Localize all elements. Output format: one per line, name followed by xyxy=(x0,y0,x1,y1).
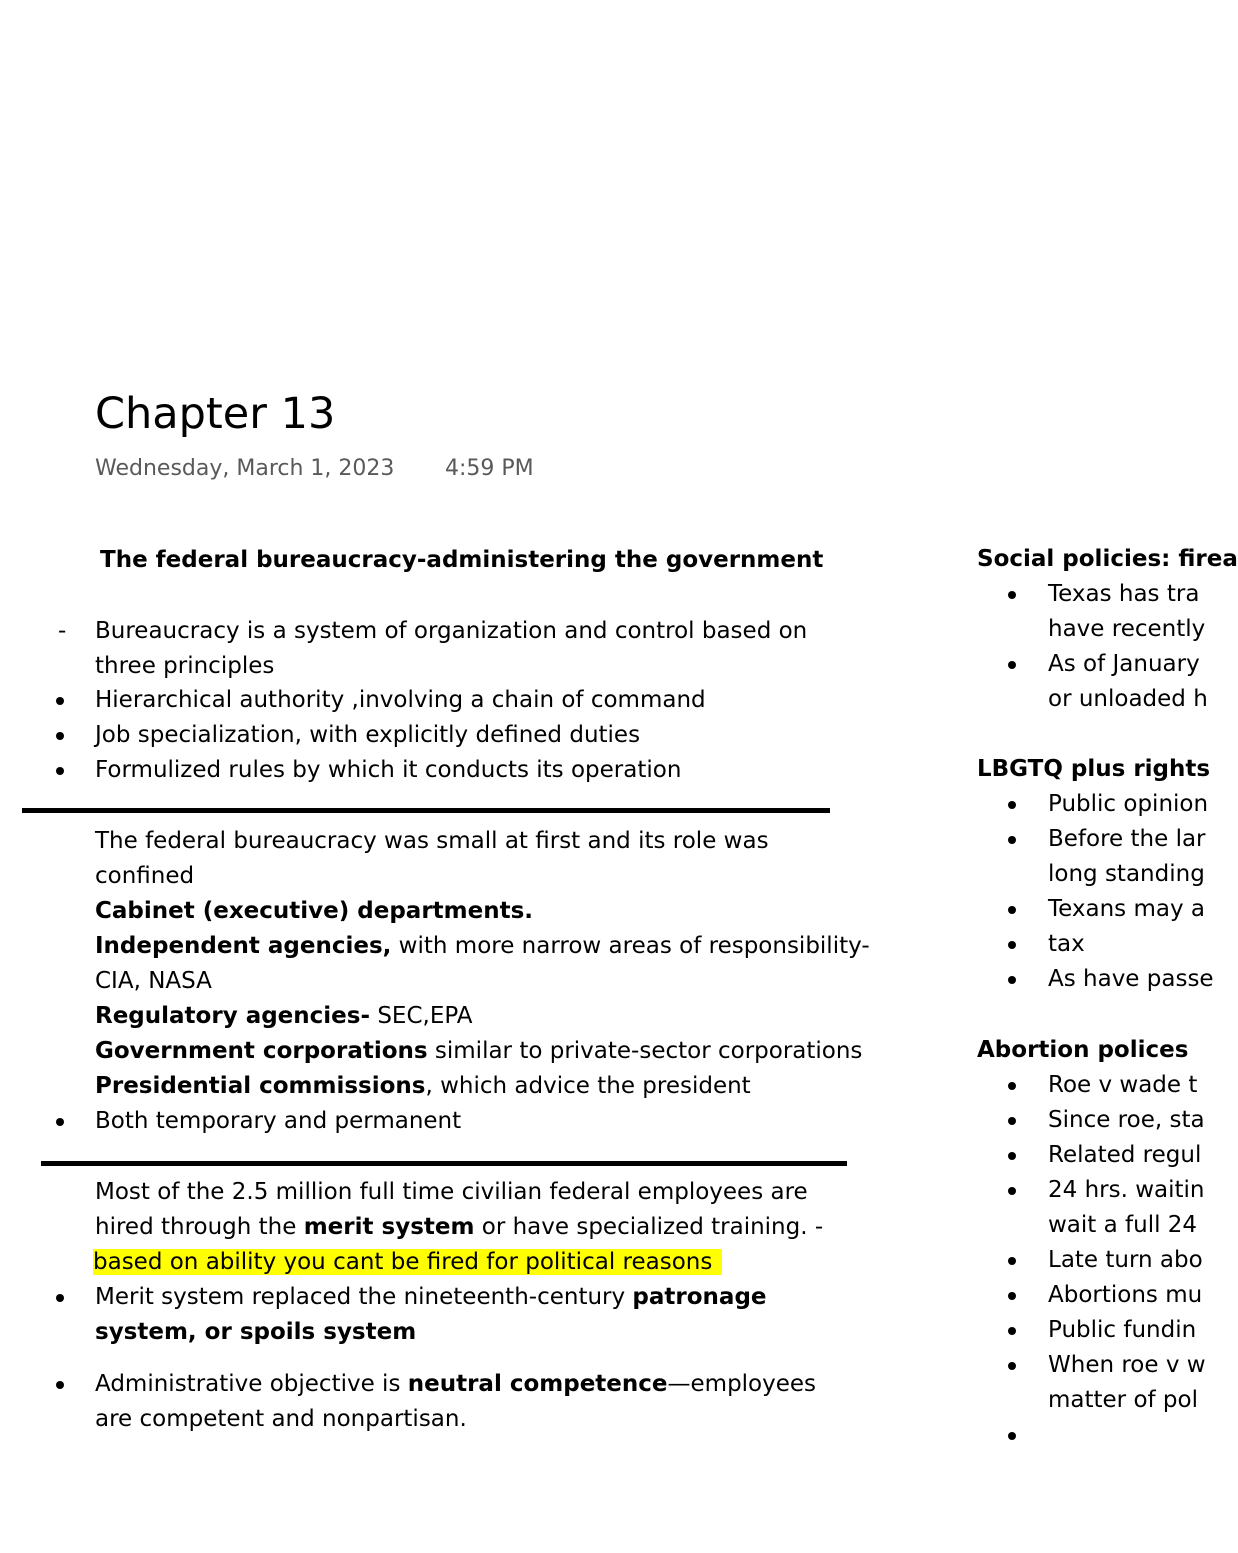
bullet-icon xyxy=(1008,976,1016,984)
presidential-commissions: Presidential commissions, which advice the president xyxy=(95,1073,751,1099)
divider xyxy=(41,1161,847,1166)
paragraph-line: Most of the 2.5 million full time civilian federal employees are xyxy=(95,1179,808,1205)
paragraph-line: confined xyxy=(95,863,195,889)
list-item: Texans may a xyxy=(1048,896,1205,922)
section-heading: The federal bureaucracy-administering the government xyxy=(100,547,824,573)
bullet-icon xyxy=(1008,1082,1016,1090)
list-item-continued: have recently xyxy=(1048,616,1206,642)
bullet-icon xyxy=(56,732,64,740)
list-item-continued: system, or spoils system xyxy=(95,1319,417,1345)
cabinet-departments: Cabinet (executive) departments. xyxy=(95,898,534,924)
bullet-icon xyxy=(1008,1432,1016,1440)
bullet-icon xyxy=(56,697,64,705)
intro-line: three principles xyxy=(95,653,275,679)
list-item-continued: are competent and nonpartisan. xyxy=(95,1406,467,1432)
list-item: Roe v wade t xyxy=(1048,1072,1198,1098)
abortion-heading: Abortion polices xyxy=(977,1037,1189,1063)
bullet-icon xyxy=(56,1118,64,1126)
list-item: Merit system replaced the nineteenth-century patronage xyxy=(95,1284,767,1310)
bullet-icon xyxy=(1008,1152,1016,1160)
bullet-icon xyxy=(1008,1187,1016,1195)
bullet-icon xyxy=(56,1381,64,1389)
bullet-icon xyxy=(1008,1117,1016,1125)
paragraph-line: CIA, NASA xyxy=(95,968,212,994)
lgbtq-heading: LBGTQ plus rights xyxy=(977,756,1211,782)
bullet-icon xyxy=(1008,591,1016,599)
list-item: Public opinion xyxy=(1048,791,1209,817)
page-title: Chapter 13 xyxy=(95,389,336,439)
list-item: Abortions mu xyxy=(1048,1282,1203,1308)
list-item: Job specialization, with explicitly defined duties xyxy=(95,722,641,748)
list-item: Public fundin xyxy=(1048,1317,1197,1343)
dash-marker: - xyxy=(58,618,67,644)
bullet-icon xyxy=(1008,1327,1016,1335)
list-item: 24 hrs. waitin xyxy=(1048,1177,1205,1203)
list-item: Both temporary and permanent xyxy=(95,1108,462,1134)
list-item: tax xyxy=(1048,931,1085,957)
list-item-continued: long standing xyxy=(1048,861,1205,887)
list-item: When roe v w xyxy=(1048,1352,1206,1378)
divider xyxy=(22,808,830,813)
bullet-icon xyxy=(1008,1292,1016,1300)
bullet-icon xyxy=(1008,906,1016,914)
bullet-icon xyxy=(1008,836,1016,844)
bullet-icon xyxy=(56,767,64,775)
independent-agencies: Independent agencies, with more narrow areas of responsibility- xyxy=(95,933,870,959)
list-item: Related regul xyxy=(1048,1142,1202,1168)
list-item: As of January xyxy=(1048,651,1200,677)
list-item: Before the lar xyxy=(1048,826,1206,852)
page-time: 4:59 PM xyxy=(445,456,534,481)
bullet-icon xyxy=(56,1294,64,1302)
regulatory-agencies: Regulatory agencies- SEC,EPA xyxy=(95,1003,473,1029)
list-item: Late turn abo xyxy=(1048,1247,1203,1273)
list-item-continued: matter of pol xyxy=(1048,1387,1198,1413)
bullet-icon xyxy=(1008,661,1016,669)
list-item: Texas has tra xyxy=(1048,581,1200,607)
paragraph-line: The federal bureaucracy was small at first and its role was xyxy=(95,828,769,854)
government-corporations: Government corporations similar to private-sector corporations xyxy=(95,1038,863,1064)
paragraph-line: hired through the merit system or have specialized training. - xyxy=(95,1214,824,1240)
page-date: Wednesday, March 1, 2023 xyxy=(95,456,395,481)
bullet-icon xyxy=(1008,1362,1016,1370)
list-item-continued: wait a full 24 xyxy=(1048,1212,1198,1238)
social-policies-heading: Social policies: firea xyxy=(977,546,1238,572)
list-item: As have passe xyxy=(1048,966,1214,992)
list-item-continued: or unloaded h xyxy=(1048,686,1208,712)
list-item: Administrative objective is neutral competence—employees xyxy=(95,1371,817,1397)
highlighted-note: based on ability you cant be fired for political reasons xyxy=(93,1247,722,1277)
bullet-icon xyxy=(1008,1257,1016,1265)
list-item: Since roe, sta xyxy=(1048,1107,1205,1133)
list-item: Hierarchical authority ,involving a chain of command xyxy=(95,687,706,713)
bullet-icon xyxy=(1008,801,1016,809)
intro-line: Bureaucracy is a system of organization and control based on xyxy=(95,618,808,644)
list-item: Formulized rules by which it conducts its operation xyxy=(95,757,682,783)
bullet-icon xyxy=(1008,941,1016,949)
